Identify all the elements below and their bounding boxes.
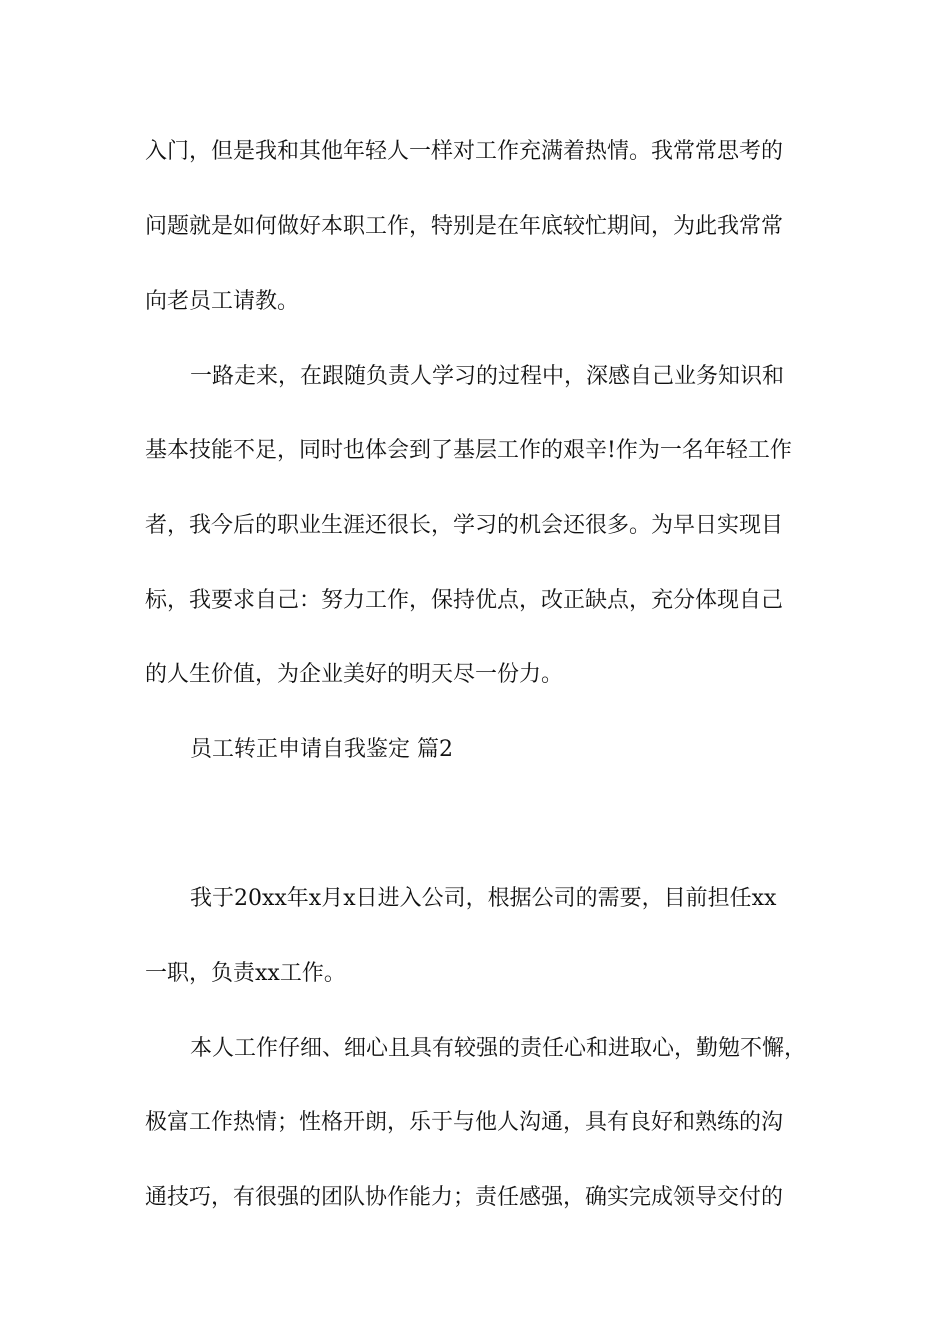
paragraph-line: 本人工作仔细、细心且具有较强的责任心和进取心，勤勉不懈，	[190, 1036, 807, 1061]
paragraph-line: 的人生价值，为企业美好的明天尽一份力。	[145, 662, 564, 687]
paragraph-line: 我于20xx年x月x日进入公司，根据公司的需要，目前担任xx	[190, 886, 777, 911]
paragraph-line: 一职，负责xx工作。	[145, 961, 346, 986]
paragraph-line: 向老员工请教。	[145, 289, 300, 314]
paragraph-line: 通技巧，有很强的团队协作能力；责任感强，确实完成领导交付的	[145, 1185, 784, 1210]
paragraph-line: 标，我要求自己：努力工作，保持优点，改正缺点，充分体现自己	[145, 588, 784, 613]
paragraph-line: 一路走来，在跟随负责人学习的过程中，深感自己业务知识和	[190, 364, 785, 389]
paragraph-line: 问题就是如何做好本职工作，特别是在年底较忙期间，为此我常常	[145, 214, 784, 239]
section-heading: 员工转正申请自我鉴定 篇2	[190, 737, 453, 762]
paragraph-line: 基本技能不足，同时也体会到了基层工作的艰辛!作为一名年轻工作	[145, 438, 792, 463]
paragraph-line: 入门，但是我和其他年轻人一样对工作充满着热情。我常常思考的	[145, 139, 784, 164]
paragraph-line: 者，我今后的职业生涯还很长，学习的机会还很多。为早日实现目	[145, 513, 784, 538]
paragraph-line: 极富工作热情；性格开朗，乐于与他人沟通，具有良好和熟练的沟	[145, 1110, 784, 1135]
